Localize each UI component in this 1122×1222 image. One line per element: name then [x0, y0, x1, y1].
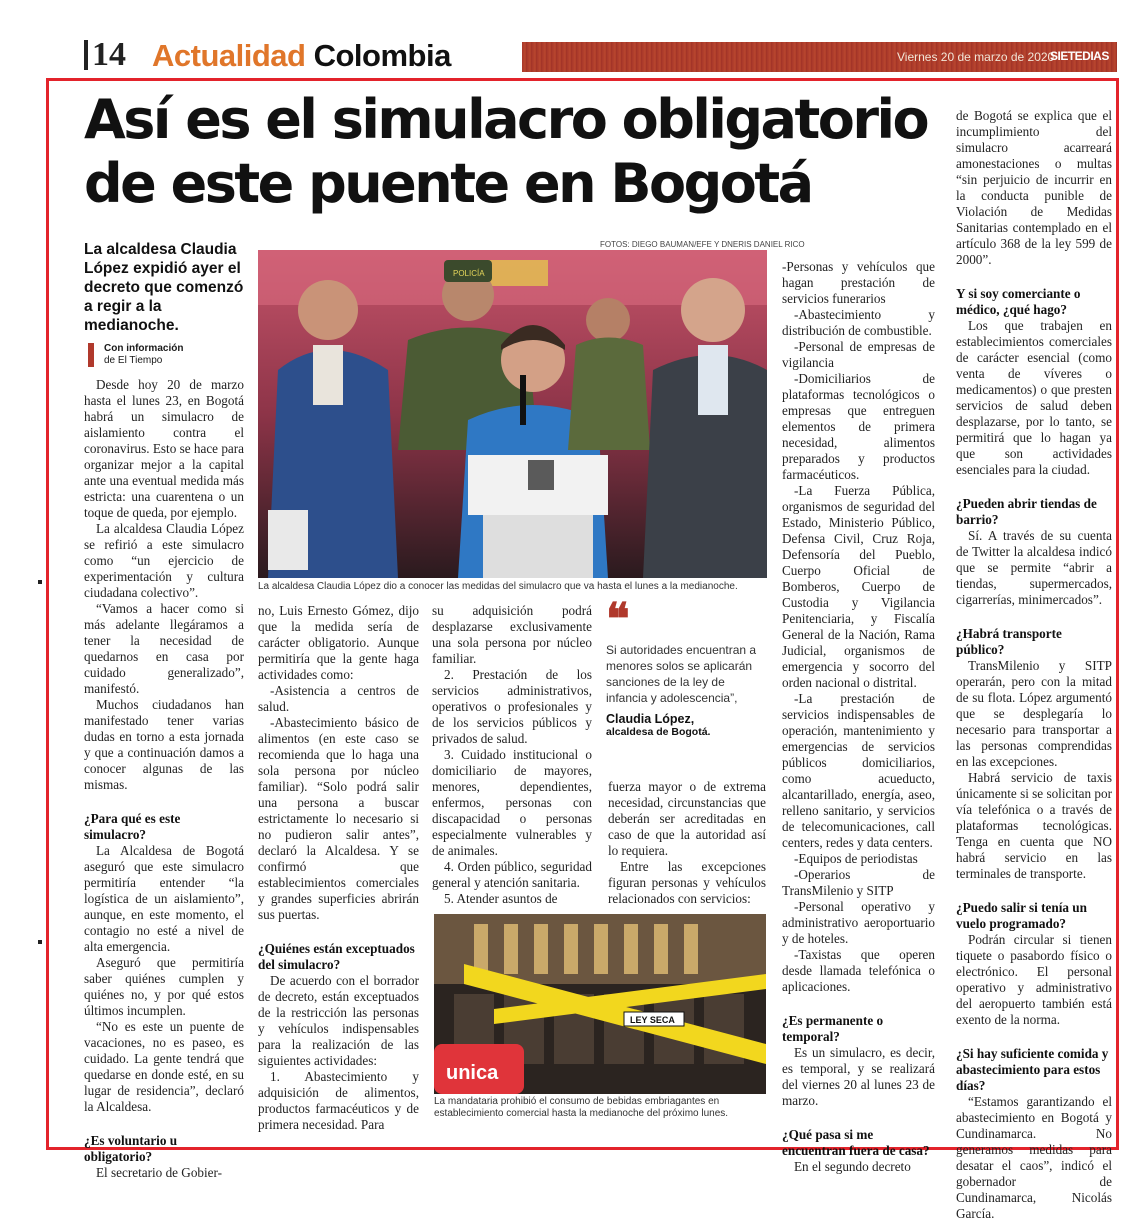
- quote-author: Claudia López,: [606, 712, 695, 726]
- paragraph: Es un simulacro, es decir, es temporal, y se realizará del viernes 20 al lunes 23 de marzo.: [782, 1045, 935, 1108]
- publication-logo: SIETEDIAS: [1050, 49, 1109, 63]
- paragraph: De acuerdo con el borrador de decreto, están exceptuados de la restricción las personas y vehículos indispensables para la realización de las siguientes actividades:: [258, 973, 419, 1068]
- quote-mark-icon: ❝: [606, 594, 630, 645]
- paragraph: -Asistencia a centros de salud.: [258, 683, 419, 714]
- paragraph: Muchos ciudadanos han manifestado tener varias dudas en torno a esta jornada y que a continuación damos a conocer algunas de las mismas.: [84, 697, 244, 792]
- subheading: ¿Pueden abrir tiendas de barrio?: [956, 496, 1097, 527]
- paragraph: TransMilenio y SITP operarán, pero con la mitad de su flota. López argumentó que se desplegaría lo necesario para transportar a las personas comprendidas en las excepciones.: [956, 658, 1112, 769]
- paragraph: 1. Abastecimiento y adquisición de alimentos, productos farmacéuticos y de primera necesidad. Para: [258, 1069, 419, 1132]
- paragraph: 5. Atender asuntos de: [444, 891, 558, 906]
- photo-credit: FOTOS: DIEGO BAUMAN/EFE Y DNERIS DANIEL RICO: [600, 240, 805, 249]
- paragraph: Entre las excepciones figuran personas y vehículos relacionados con servicios:: [608, 859, 766, 906]
- column-1: [84, 377, 244, 1181]
- paragraph: su adquisición podrá desplazarse exclusivamente una sola persona por núcleo familiar.: [432, 603, 592, 666]
- liquor-store-photo: [434, 914, 766, 1094]
- section-title: [152, 38, 451, 74]
- quote-text: Si autoridades encuentran a menores solos se aplicarán sanciones de la ley de infancia y adolescencia”,: [606, 643, 757, 705]
- paragraph: -La Fuerza Pública, organismos de seguridad del Estado, Ministerio Público, Defensa Civil, Cruz Roja, Defensoría del Pueblo, Cuerpo Oficial de Bomberos, Cuerpo de Custodia y Vigilancia Penitenciaria, y Fiscalía General de la Nación, Rama Judicial, organismos de emergencia y socorro del orden nacional o distrital.: [782, 483, 935, 690]
- paragraph: Aseguró que permitiría saber quiénes cumplen y quiénes no, y por qué estos últimos incumplen.: [84, 955, 244, 1018]
- paragraph: La alcaldesa Claudia López se refirió a este simulacro como “un ejercicio de experimentación y cultura ciudadana colectivo”.: [84, 521, 244, 600]
- paragraph: 4. Orden público, seguridad general y atención sanitaria.: [432, 859, 592, 890]
- paragraph: -Domiciliarios de plataformas tecnológicos o empresas que entreguen elementos de primera necesidad, alimentos preparados y productos farmacéuticos.: [782, 371, 935, 482]
- masthead: [0, 0, 1122, 78]
- source-credit-line2: de El Tiempo: [104, 355, 163, 366]
- subheading: ¿Quiénes están exceptuados del simulacro?: [258, 941, 415, 972]
- pull-quote: [606, 594, 766, 738]
- paragraph: Desde hoy 20 de marzo hasta el lunes 23, en Bogotá habrá un simulacro de aislamiento contra el coronavirus. Esto se hace para organizar mejor a la capital ante una eventual medida más estricta: una cuarentena o un toque de queda, por ejemplo.: [84, 377, 245, 520]
- paragraph: fuerza mayor o de extrema necesidad, circunstancias que deberán ser acreditadas en caso de que la autoridad así lo requiera.: [608, 779, 766, 858]
- bag-logo: unica: [446, 1062, 499, 1084]
- paragraph: “Estamos garantizando el abastecimiento en Bogotá y Cundinamarca. No generamos medidas para desatar el caos”, indicó el gobernador de Cundinamarca, Nicolás García.: [956, 1094, 1112, 1221]
- paragraph: -Taxistas que operen desde llamada telefónica o aplicaciones.: [782, 947, 935, 994]
- subheading: ¿Es permanente o temporal?: [782, 1013, 884, 1044]
- source-credit: [88, 343, 183, 367]
- paragraph: -La prestación de servicios indispensables de operación, mantenimiento y emergencias de servicios públicos domiciliarios, como acueducto, alcantarillado, energía, aseo, relleno sanitario, y servicios de telecomunicaciones, call centers, redes y data centers.: [782, 691, 935, 850]
- paragraph: no, Luis Ernesto Gómez, dijo que la medida sería de carácter obligatorio. Aunque permitiría que la gente haga actividades como:: [258, 603, 419, 682]
- section-title-part2: Colombia: [313, 38, 451, 73]
- photo-caption: La alcaldesa Claudia López dio a conocer las medidas del simulacro que va hasta el lunes a la medianoche.: [258, 581, 738, 592]
- issue-date: Viernes 20 de marzo de 2020: [897, 50, 1055, 64]
- section-title-part1: Actualidad: [152, 38, 306, 73]
- quote-author-role: alcaldesa de Bogotá.: [606, 726, 711, 738]
- paragraph: de Bogotá se explica que el incumplimiento del simulacro acarreará amonestaciones o multas “sin perjuicio de incurrir en la conducta punible de Violación de Medidas Sanitarias contemplado en el artículo 368 de la ley 599 de 2000”.: [956, 108, 1112, 267]
- liquor-store-illustration: [434, 914, 766, 1094]
- paragraph: -Abastecimiento y distribución de combustible.: [782, 307, 935, 338]
- paragraph: -Operarios de TransMilenio y SITP: [782, 867, 935, 898]
- subheading: ¿Para qué es este simulacro?: [84, 811, 181, 842]
- paragraph: -Personas y vehículos que hagan prestación de servicios funerarios: [782, 259, 935, 306]
- paragraph: 2. Prestación de los servicios administrativos, operativos o profesionales y de los servicios públicos y privados de salud.: [432, 667, 592, 746]
- paragraph: El secretario de Gobier-: [96, 1165, 223, 1180]
- subheading: ¿Qué pasa si me encuentran fuera de casa?: [782, 1127, 930, 1158]
- paragraph: -Personal de empresas de vigilancia: [782, 339, 935, 370]
- press-conference-photo: [258, 250, 767, 578]
- paragraph: “No es este un puente de vacaciones, no es paseo, es cuidado. La gente tendrá que quedarse en donde esté, en su lugar de residencia”, declaró la Alcaldesa.: [84, 1019, 244, 1114]
- subheading: ¿Es voluntario u obligatorio?: [84, 1133, 178, 1164]
- paragraph: Sí. A través de su cuenta de Twitter la alcaldesa indicó que se permite “abrir a tiendas, supermercados, cigarrerías, minimercados”.: [956, 528, 1112, 607]
- page-number: 14: [84, 40, 126, 70]
- police-cap-label: POLICÍA: [453, 269, 485, 278]
- tape-label: LEY SECA: [630, 1015, 675, 1025]
- paragraph: 3. Cuidado institucional o domiciliario de mayores, menores, dependientes, enfermos, personas con discapacidad o personas especialmente vulnerables y de animales.: [432, 747, 592, 858]
- subheading: ¿Puedo salir si tenía un vuelo programado?: [956, 900, 1087, 931]
- column-3: [432, 603, 592, 907]
- headline: Así es el simulacro obligatorio de este puente en Bogotá: [84, 88, 928, 215]
- column-6: [956, 108, 1112, 1222]
- photo-caption: La mandataria prohibió el consumo de bebidas embriagantes en establecimiento comercial hasta la medianoche del próximo lunes.: [434, 1096, 729, 1119]
- paragraph: La Alcaldesa de Bogotá aseguró que este simulacro permitiría entender “la logística de un aislamiento”, aunque, en este momento, el contagio no esté a nivel de alta emergencia.: [84, 843, 244, 954]
- paragraph: “Vamos a hacer como si más adelante llegáramos a tener la necesidad de quedarnos en casa por cuidado generalizado”, manifestó.: [84, 601, 244, 696]
- subheading: Y si soy comerciante o médico, ¿qué hago?: [956, 286, 1081, 317]
- paragraph: Podrán circular si tienen tiquete o pasabordo físico o electrónico. El personal operativo y administrativo del aeropuerto también está exento de la norma.: [956, 932, 1112, 1027]
- lead-paragraph: La alcaldesa Claudia López expidió ayer el decreto que comenzó a regir a la medianoche.: [84, 241, 244, 334]
- source-credit-line1: Con información: [104, 343, 184, 354]
- paragraph: -Equipos de periodistas: [794, 851, 918, 866]
- paragraph: En el segundo decreto: [794, 1159, 911, 1174]
- column-2: [258, 603, 419, 1133]
- paragraph: -Abastecimiento básico de alimentos (en este caso se recomienda que lo haga una sola persona por núcleo familiar). “Solo podrá salir una persona a buscar estrictamente lo necesario si no pudieron salir antes”, declaró la Alcaldesa. Y se confirmó que establecimientos comerciales y grandes superficies abrirán sus puertas.: [258, 715, 419, 922]
- press-conference-illustration: [258, 250, 767, 578]
- paragraph: -Personal operativo y administrativo aeroportuario y de hoteles.: [782, 899, 935, 946]
- margin-mark: [38, 580, 42, 584]
- subheading: ¿Si hay suficiente comida y abastecimiento para estos días?: [956, 1046, 1109, 1093]
- subheading: ¿Habrá transporte público?: [956, 626, 1062, 657]
- column-4: [608, 779, 766, 907]
- margin-mark: [38, 940, 42, 944]
- column-5: [782, 259, 935, 1175]
- paragraph: Los que trabajen en establecimientos comerciales de carácter esencial (como venta de víveres o medicamentos) o que presten servicios de salud deben desplazarse, por lo tanto, se permitirá que lo hagan ya que son actividades esenciales para la ciudad.: [956, 318, 1112, 477]
- paragraph: Habrá servicio de taxis únicamente si se solicitan por vía telefónica o a través de plataformas tecnológicas. Tenga en cuenta que NO habrá servicio en las terminales de transporte.: [956, 770, 1113, 881]
